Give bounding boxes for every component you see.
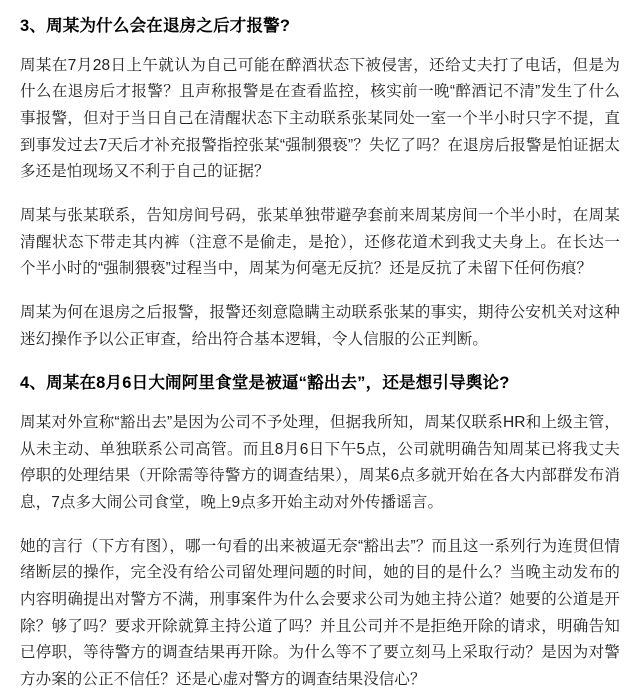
question-4-paragraph-1: 周某对外宣称“豁出去”是因为公司不予处理，但据我所知，周某仅联系HR和上级主管，从未主动、单独联系公司高管。而且8月6日下午5点，公司就明确告知周某已将我丈夫停职的处理结果（开除需等待警方的调查结果），周某6点多就开始在各大内部群发布消息，7点多大闹公司食堂，晚上9点多开始主动对外传播谣言。 xyxy=(20,414,620,512)
question-3-heading: 3、周某为什么会在退房之后才报警? xyxy=(20,17,291,35)
question-4-heading: 4、周某在8月6日大闹阿里食堂是被逼“豁出去”，还是想引导舆论? xyxy=(20,374,510,393)
question-4-paragraph-2: 她的言行（下方有图），哪一句看的出来被逼无奈“豁出去”？而且这一系列行为连贯但情绪断层的操作，完全没有给公司留处理问题的时间，她的目的是什么？当晚主动发布的内容明确提出对警方不满，刑事案件为什么会要求公司为她主持公道？她要的公道是开除？够了吗？要求开除就算主持公道了吗？并且公司并不是拒绝开除的请求，明确告知已停职，等待警方的调查结果再开除。为什么等不了要立刻马上采取行动？是因为对警方办案的公正不信任？还是心虚对警方的调查结果没信心？ xyxy=(20,537,620,688)
question-3-paragraph-2: 周某与张某联系，告知房间号码，张某单独带避孕套前来周某房间一个半小时，在周某清醒状态下带走其内裤（注意不是偷走，是抢），还修花道术到我丈夫身上。在长达一个半小时的“强制猥亵”过程当中，周某为何毫无反抗？还是反抗了未留下任何伤痕？ xyxy=(20,207,620,278)
question-3-paragraph-1: 周某在7月28日上午就认为自己可能在醉酒状态下被侵害，还给丈夫打了电话，但是为什么在退房后才报警？且声称报警是在查看监控，核实前一晚“醉酒记不清”发生了什么事报警，但对于当日自己在清醒状态下主动联系张某同处一室一个半小时只字不提，直到事发过去7天后才补充报警指控张某“强制猥亵”？失忆了吗？在退房后报警是怕证据太多还是怕现场又不利于自己的证据？ xyxy=(20,56,620,181)
question-3-paragraph-3: 周某为何在退房之后报警，报警还刻意隐瞒主动联系张某的事实，期待公安机关对这种迷幻操作予以公正审查，给出符合基本逻辑，令人信服的公正判断。 xyxy=(20,304,620,348)
